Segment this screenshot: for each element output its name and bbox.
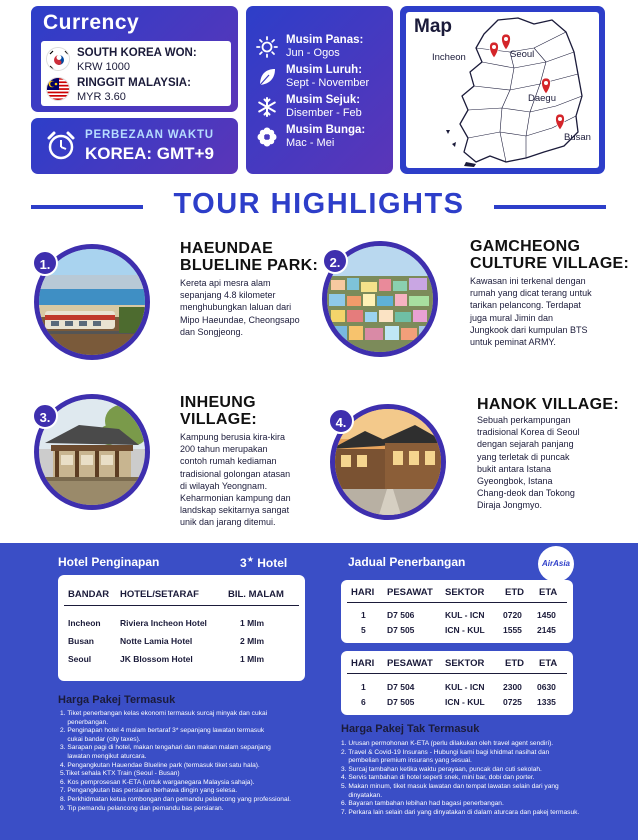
highlight-title: HAEUNDAE BLUELINE PARK: — [180, 240, 319, 274]
table-cell: 6 — [361, 697, 366, 707]
tour-highlights-header — [0, 188, 638, 224]
highlight-number: 1. — [32, 250, 58, 276]
table-header: HARI — [351, 658, 375, 669]
list-item: 1. Urusan permohonan K-ETA (perlu dilakukan oleh travel agent sendiri). — [341, 740, 554, 747]
season-name: Musim Luruh: — [286, 64, 363, 76]
table-cell: 0725 — [503, 697, 522, 707]
table-header: ETA — [539, 658, 558, 669]
table-cell: 1335 — [537, 697, 556, 707]
table-cell: 5 — [361, 625, 366, 635]
table-cell: Seoul — [68, 654, 92, 664]
table-cell: Busan — [68, 636, 94, 646]
table-header: SEKTOR — [445, 658, 485, 669]
alarm-clock-icon — [45, 130, 77, 162]
city-label-seoul: Seoul — [510, 49, 535, 60]
list-item: 5.Tiket sehala KTX Train (Seoul - Busan) — [60, 770, 180, 778]
hotel-table — [58, 575, 305, 681]
table-header: PESAWAT — [387, 658, 433, 669]
highlight-description: Kereta api mesra alam sepanjang 4.8 kilometer menghubungkan laluan dari Mipo Haeundae, Cheongsapo dan Songjeong. — [180, 278, 300, 337]
table-header: PESAWAT — [387, 587, 433, 598]
table-header: BANDAR — [68, 589, 110, 600]
excluded-list — [341, 740, 579, 817]
list-item: 7. Pengangkutan bas persiaran berhawa dingin yang selesa. — [60, 787, 238, 795]
table-cell: KUL - ICN — [445, 610, 485, 620]
highlight-description: Sebuah perkampungan tradisional Korea di Seoul dengan sejarah panjang yang terletak di puncak bukit antara Istana Gyeongbok, Istana Chang-deok dan Tokong Diraja Jongmyo. — [477, 415, 580, 511]
flights-section-title: Jadual Penerbangan — [348, 555, 466, 569]
table-cell: Notte Lamia Hotel — [120, 636, 193, 646]
season-name: Musim Sejuk: — [286, 94, 361, 106]
included-title: Harga Pakej Termasuk — [58, 694, 176, 706]
currency-title: Currency — [43, 11, 140, 34]
list-item: penerbangan. — [60, 718, 109, 726]
table-cell: 2300 — [503, 682, 522, 692]
hotel-section-title: Hotel Penginapan — [58, 555, 160, 569]
table-header: ETA — [539, 587, 558, 598]
hotel-rating: 3★ Hotel — [240, 555, 288, 570]
table-cell: 1 — [361, 682, 366, 692]
table-header: BIL. MALAM — [228, 589, 284, 600]
malaysia-flag-icon — [46, 77, 70, 101]
table-cell: Incheon — [68, 618, 101, 628]
list-item: 2. Penginapan hotel 4 malam bertaraf 3* sepanjang lawatan termasuk — [60, 727, 265, 735]
korea-flag-icon — [46, 47, 70, 71]
map-card — [400, 6, 605, 174]
currency-list — [41, 41, 231, 106]
currency-value: KRW 1000 — [77, 61, 130, 73]
list-item: 2. Travel & Covid-19 Insurans - Hubungi kami bagi khidmat nasihat dan — [341, 748, 550, 756]
tour-highlights-title: TOUR HIGHLIGHTS — [173, 188, 465, 220]
table-header: ETD — [505, 587, 524, 598]
season-name: Musim Panas: — [286, 34, 364, 46]
korea-map — [406, 12, 599, 168]
currency-card — [31, 6, 238, 112]
highlight-number: 2. — [322, 248, 348, 274]
table-cell: 1 Mlm — [240, 654, 265, 664]
currency-value: MYR 3.60 — [77, 91, 126, 103]
highlight-title: GAMCHEONG CULTURE VILLAGE: — [470, 238, 630, 272]
highlight-title: HANOK VILLAGE: — [477, 396, 619, 413]
included-list — [60, 710, 291, 813]
timezone-value: KOREA: GMT+9 — [85, 144, 214, 163]
table-header: ETD — [505, 658, 524, 669]
table-cell: D7 504 — [387, 682, 415, 692]
list-item: 6. Kos pemprosesan K-ETA (untuk warganegara Malaysia sahaja). — [60, 778, 255, 786]
list-item: 8. Perkhidmatan ketua rombongan dan pemandu pelancong yang professional. — [60, 795, 291, 803]
table-cell: ICN - KUL — [445, 625, 485, 635]
flight-table-1 — [341, 580, 573, 643]
season-months: Disember - Feb — [286, 107, 362, 119]
timezone-label: PERBEZAAN WAKTU — [85, 129, 214, 141]
table-cell: 2145 — [537, 625, 556, 635]
highlight-description: Kawasan ini terkenal dengan rumah yang dicat terang untuk tarikan pelancong. Terdapat juga mural Jimin dan Jungkook dari kumpulan BTS untuk peminat ARMY. — [470, 276, 592, 348]
divider — [347, 673, 567, 674]
divider — [64, 605, 299, 606]
table-cell: D7 506 — [387, 610, 415, 620]
currency-name: RINGGIT MALAYSIA: — [77, 77, 191, 89]
highlight-number: 3. — [32, 403, 58, 429]
airasia-logo: AirAsia — [538, 546, 574, 582]
table-cell: ICN - KUL — [445, 697, 485, 707]
table-header: HARI — [351, 587, 375, 598]
list-item: 1. Tiket penerbangan kelas ekonomi termasuk surcaj minyak dan cukai — [60, 710, 268, 717]
table-header: SEKTOR — [445, 587, 485, 598]
highlight-description: Kampung berusia kira-kira 200 tahun merupakan contoh rumah kediaman tradisional golongan atasan di wilayah Yeongnam. Keharmonian kampung dan landskap sekitarnya sangat unik dan jarang ditemui. — [180, 432, 291, 528]
city-label-incheon: Incheon — [432, 52, 466, 63]
season-months: Jun - Ogos — [286, 47, 340, 59]
list-item: 5. Makan minum, tiket masuk lawatan dan tempat lawatan selain dari yang — [341, 782, 559, 790]
table-cell: 1 Mlm — [240, 618, 265, 628]
flight-table-2 — [341, 651, 573, 715]
season-months: Mac - Mei — [286, 137, 335, 149]
city-label-busan: Busan — [564, 132, 591, 143]
list-item: 7. Perkara lain selain dari yang dinyatakan di dalam aturcara dan pakej termasuk. — [341, 808, 580, 816]
table-cell: Riviera Incheon Hotel — [120, 618, 207, 628]
list-item: 4. Pengangkutan Hauendae Blueline park (termasuk tiket satu hala). — [60, 761, 260, 769]
list-item: pembelian premium insurans yang sesuai. — [341, 757, 472, 765]
season-months: Sept - November — [286, 77, 370, 89]
table-cell: 0720 — [503, 610, 522, 620]
highlight-number: 4. — [328, 408, 354, 434]
table-cell: 1555 — [503, 625, 522, 635]
city-label-daegu: Daegu — [528, 93, 556, 104]
list-item: 3. Sarapan pagi di hotel, makan tengahari dan makan malam sepanjang — [60, 744, 271, 752]
excluded-title: Harga Pakej Tak Termasuk — [341, 723, 480, 735]
currency-name: SOUTH KOREA WON: — [77, 47, 197, 59]
divider — [347, 602, 567, 603]
table-cell: D7 505 — [387, 697, 415, 707]
seasons-card — [246, 6, 393, 174]
table-cell: D7 505 — [387, 625, 415, 635]
list-item: lawatan mengikut aturcara. — [60, 752, 147, 760]
sun-icon — [256, 36, 278, 58]
table-cell: 0630 — [537, 682, 556, 692]
list-item: 9. Tip pemandu pelancong dan pemandu bas persiaran. — [60, 804, 224, 812]
table-cell: KUL - ICN — [445, 682, 485, 692]
table-header: HOTEL/SETARAF — [120, 589, 199, 600]
list-item: cukai bandar (city taxes). — [60, 735, 141, 743]
table-cell: 1450 — [537, 610, 556, 620]
list-item: 3. Surcaj tambahan ketika waktu perayaan, puncak dan cuti sekolah. — [341, 765, 542, 773]
list-item: dinyatakan. — [341, 791, 383, 799]
snowflake-icon — [256, 96, 278, 118]
list-item: 4. Servis tambahan di hotel seperti snek, mini bar, dobi dan porter. — [341, 774, 535, 782]
leaf-icon — [256, 66, 278, 88]
table-cell: JK Blossom Hotel — [120, 654, 193, 664]
list-item: 6. Bayaran tambahan lebihan had bagasi penerbangan. — [341, 800, 504, 808]
timezone-card — [31, 118, 238, 174]
table-cell: 2 Mlm — [240, 636, 265, 646]
map-title: Map — [414, 16, 452, 37]
flower-icon — [256, 126, 278, 148]
table-cell: 1 — [361, 610, 366, 620]
highlight-title: INHEUNG VILLAGE: — [180, 394, 258, 428]
season-name: Musim Bunga: — [286, 124, 366, 136]
